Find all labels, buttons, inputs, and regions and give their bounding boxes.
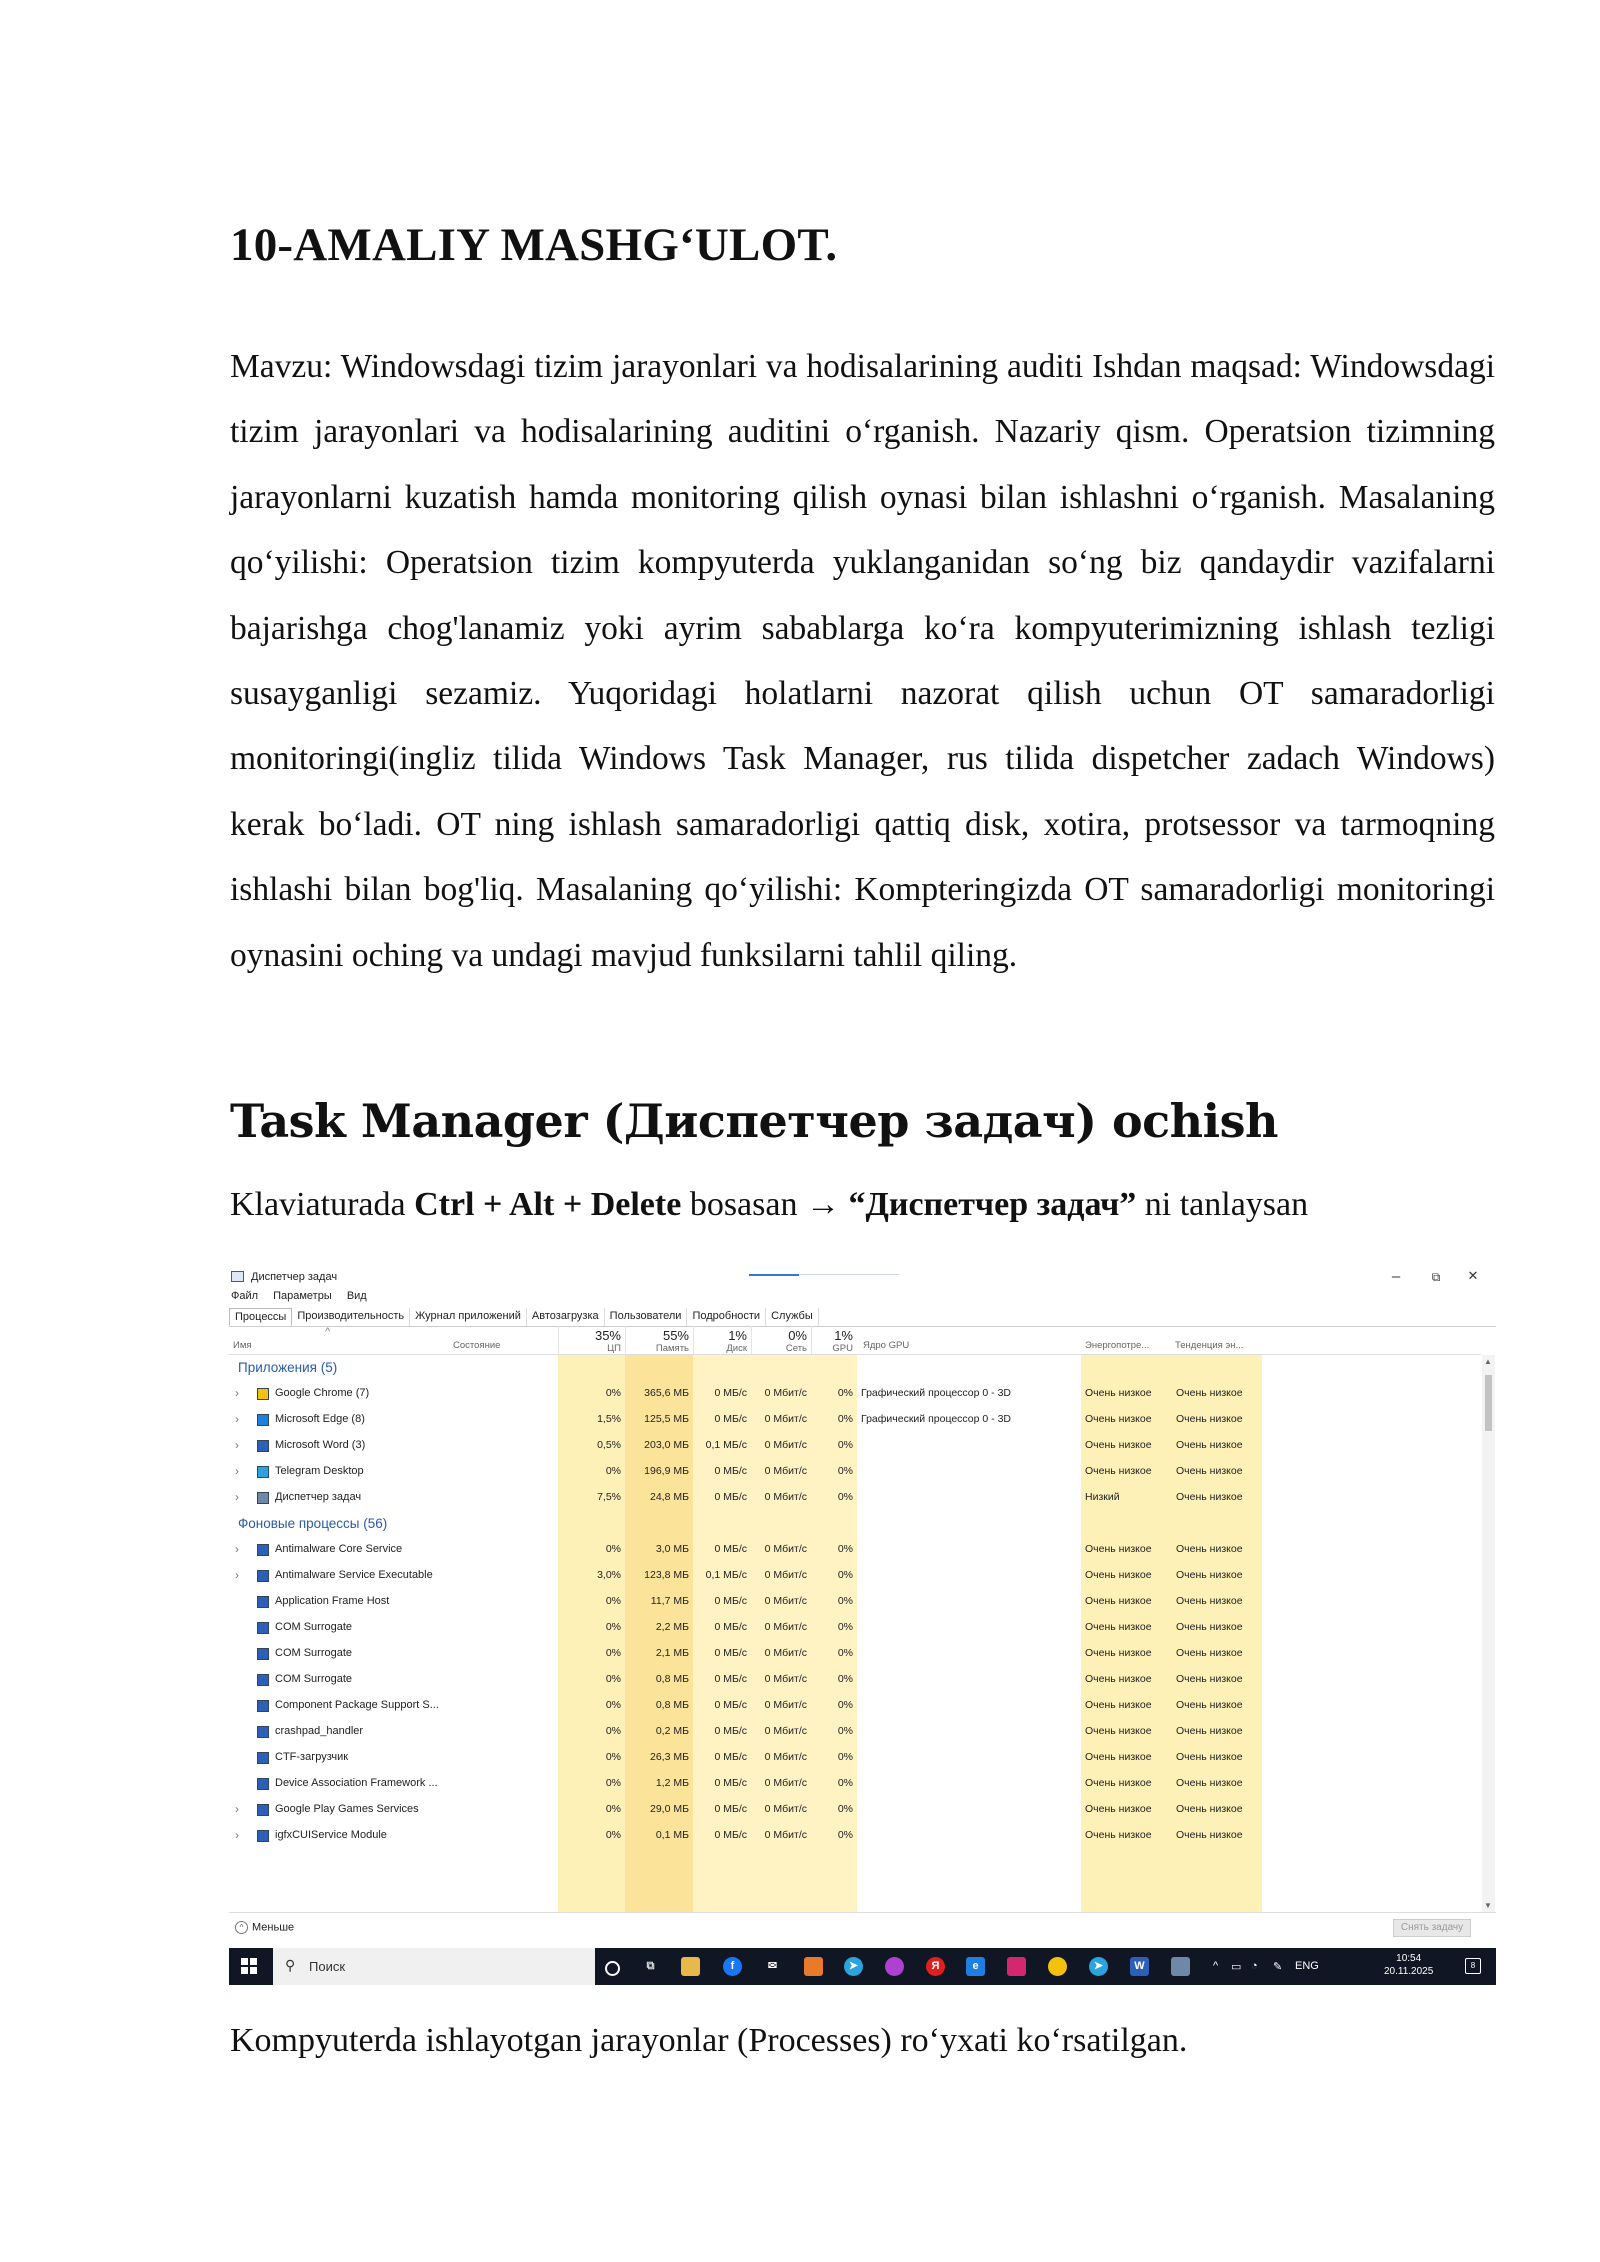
memory-value: 24,8 МБ bbox=[650, 1491, 689, 1503]
vertical-scrollbar[interactable] bbox=[1482, 1355, 1495, 1912]
cpu-value: 1,5% bbox=[597, 1413, 621, 1425]
menu-bar bbox=[231, 1290, 379, 1306]
disk-value: 0 МБ/с bbox=[714, 1491, 747, 1503]
disk-value: 0 МБ/с bbox=[714, 1829, 747, 1841]
process-row[interactable] bbox=[229, 1771, 1481, 1797]
search-placeholder: Поиск bbox=[309, 1959, 346, 1974]
process-row[interactable] bbox=[229, 1641, 1481, 1667]
disk-value: 0 МБ/с bbox=[714, 1543, 747, 1555]
power-usage-value: Очень низкое bbox=[1085, 1699, 1152, 1711]
end-task-button[interactable]: Снять задачу bbox=[1393, 1919, 1471, 1937]
show-hidden-icons[interactable]: ^ bbox=[1213, 1960, 1219, 1972]
memory-value: 2,1 МБ bbox=[655, 1647, 689, 1659]
cpu-value: 0% bbox=[605, 1725, 621, 1737]
cpu-value: 0% bbox=[605, 1803, 621, 1815]
tab-app-history[interactable]: Журнал приложений bbox=[410, 1308, 527, 1326]
network-value: 0 Мбит/с bbox=[764, 1673, 807, 1685]
process-name: Application Frame Host bbox=[275, 1595, 390, 1607]
background-group-header[interactable] bbox=[229, 1511, 1481, 1537]
chrome-icon[interactable] bbox=[1048, 1957, 1067, 1976]
power-usage-value: Очень низкое bbox=[1085, 1569, 1152, 1581]
clock-date: 20.11.2025 bbox=[1384, 1966, 1434, 1977]
tab-services[interactable]: Службы bbox=[766, 1308, 819, 1326]
power-usage-value: Очень низкое bbox=[1085, 1439, 1152, 1451]
gpu-value: 0% bbox=[837, 1621, 853, 1633]
task-manager-icon bbox=[231, 1271, 244, 1282]
memory-value: 3,0 МБ bbox=[655, 1543, 689, 1555]
network-value: 0 Мбит/с bbox=[764, 1387, 807, 1399]
service-icon bbox=[257, 1778, 269, 1790]
service-icon bbox=[257, 1752, 269, 1764]
memory-value: 365,6 МБ bbox=[644, 1387, 689, 1399]
network-value: 0 Мбит/с bbox=[764, 1699, 807, 1711]
chevron-up-icon: ^ bbox=[235, 1921, 248, 1934]
power-usage-value: Очень низкое bbox=[1085, 1387, 1152, 1399]
power-trend-value: Очень низкое bbox=[1176, 1777, 1243, 1789]
disk-value: 0 МБ/с bbox=[714, 1647, 747, 1659]
power-usage-value: Очень низкое bbox=[1085, 1595, 1152, 1607]
menu-file[interactable]: Файл bbox=[231, 1290, 259, 1302]
mail-icon[interactable]: ✉ bbox=[767, 1960, 778, 1972]
power-usage-value: Очень низкое bbox=[1085, 1673, 1152, 1685]
process-name: Telegram Desktop bbox=[275, 1465, 364, 1477]
chevron-right-icon[interactable]: › bbox=[235, 1568, 239, 1582]
scroll-down-icon[interactable]: ▼ bbox=[1484, 1901, 1492, 1910]
power-trend-value: Очень низкое bbox=[1176, 1465, 1243, 1477]
power-trend-value: Очень низкое bbox=[1176, 1647, 1243, 1659]
gpu-value: 0% bbox=[837, 1751, 853, 1763]
memory-value: 26,3 МБ bbox=[650, 1751, 689, 1763]
power-trend-value: Очень низкое bbox=[1176, 1725, 1243, 1737]
service-icon bbox=[257, 1726, 269, 1738]
clock[interactable] bbox=[1384, 1952, 1433, 1978]
gpu-engine-value bbox=[857, 1459, 1039, 1485]
cpu-value: 0% bbox=[605, 1387, 621, 1399]
cpu-value: 0% bbox=[605, 1465, 621, 1477]
process-name: COM Surrogate bbox=[275, 1621, 353, 1633]
cpu-value: 0,5% bbox=[597, 1439, 621, 1451]
cpu-value: 0% bbox=[605, 1829, 621, 1841]
memory-value: 0,8 МБ bbox=[655, 1699, 689, 1711]
cpu-value: 0% bbox=[605, 1595, 621, 1607]
scroll-up-icon[interactable]: ▲ bbox=[1484, 1357, 1492, 1366]
windows-taskbar bbox=[229, 1948, 1496, 1985]
gpu-label: GPU bbox=[832, 1343, 853, 1354]
gpu-value: 0% bbox=[837, 1699, 853, 1711]
gpu-engine-value bbox=[857, 1433, 1039, 1459]
cpu-value: 0% bbox=[605, 1751, 621, 1763]
cpu-value: 0% bbox=[605, 1777, 621, 1789]
service-icon bbox=[257, 1622, 269, 1634]
figure-caption: Kompyuterda ishlayotgan jarayonlar (Processes) ro‘yxati ko‘rsatilgan. bbox=[230, 2022, 1188, 2059]
telegram-desktop-icon[interactable]: ➤ bbox=[1089, 1957, 1108, 1976]
disk-label: Диск bbox=[726, 1343, 747, 1354]
process-name: igfxCUIService Module bbox=[275, 1829, 387, 1841]
task-view-icon[interactable]: ⧉ bbox=[646, 1960, 655, 1972]
power-trend-value: Очень низкое bbox=[1176, 1387, 1243, 1399]
col-memory[interactable] bbox=[625, 1326, 693, 1354]
process-row[interactable] bbox=[229, 1407, 1481, 1433]
memory-value: 0,2 МБ bbox=[655, 1725, 689, 1737]
process-name: Device Association Framework ... bbox=[275, 1777, 438, 1789]
power-usage-value: Очень низкое bbox=[1085, 1777, 1152, 1789]
process-row[interactable] bbox=[229, 1433, 1481, 1459]
disk-value: 0 МБ/с bbox=[714, 1777, 747, 1789]
power-trend-value: Очень низкое bbox=[1176, 1699, 1243, 1711]
battery-icon[interactable]: ▭ bbox=[1231, 1961, 1242, 1973]
process-row[interactable] bbox=[229, 1381, 1481, 1407]
cpu-value: 7,5% bbox=[597, 1491, 621, 1503]
process-row[interactable] bbox=[229, 1563, 1481, 1589]
process-name: Antimalware Service Executable bbox=[275, 1569, 433, 1581]
network-value: 0 Мбит/с bbox=[764, 1621, 807, 1633]
gpu-value: 0% bbox=[837, 1491, 853, 1503]
memory-value: 0,8 МБ bbox=[655, 1673, 689, 1685]
process-row[interactable] bbox=[229, 1719, 1481, 1745]
search-icon: ⚲ bbox=[285, 1957, 296, 1973]
col-status[interactable]: Состояние bbox=[453, 1340, 501, 1351]
process-name: COM Surrogate bbox=[275, 1647, 353, 1659]
window-title-bar bbox=[229, 1262, 1496, 1288]
windows-start-icon[interactable] bbox=[241, 1958, 258, 1975]
pen-icon[interactable]: ✎ bbox=[1273, 1961, 1283, 1973]
wifi-icon[interactable]: ◔ bbox=[1251, 1960, 1258, 1972]
gpu-value: 0% bbox=[837, 1413, 853, 1425]
gpu-value: 0% bbox=[837, 1387, 853, 1399]
process-row[interactable] bbox=[229, 1667, 1481, 1693]
chevron-right-icon[interactable]: › bbox=[235, 1464, 239, 1478]
maps-icon[interactable] bbox=[885, 1957, 904, 1976]
memory-value: 1,2 МБ bbox=[655, 1777, 689, 1789]
telegram-icon bbox=[257, 1466, 269, 1478]
col-network[interactable] bbox=[751, 1326, 811, 1354]
edge-icon bbox=[257, 1414, 269, 1426]
gpu-engine-value: Графический процессор 0 - 3D bbox=[861, 1413, 1011, 1425]
task-manager-icon bbox=[257, 1492, 269, 1504]
gpu-value: 0% bbox=[837, 1595, 853, 1607]
menu-options[interactable]: Параметры bbox=[273, 1290, 332, 1302]
process-name: Microsoft Edge (8) bbox=[275, 1413, 365, 1425]
tab-processes[interactable]: Процессы bbox=[229, 1308, 292, 1326]
column-header bbox=[229, 1326, 1481, 1355]
memory-value: 0,1 МБ bbox=[655, 1829, 689, 1841]
process-name: Google Play Games Services bbox=[275, 1803, 419, 1815]
network-value: 0 Мбит/с bbox=[764, 1439, 807, 1451]
process-name: Component Package Support S... bbox=[275, 1699, 439, 1711]
power-usage-value: Очень низкое bbox=[1085, 1751, 1152, 1763]
col-power[interactable]: Энергопотре... bbox=[1085, 1340, 1150, 1351]
power-usage-value: Очень низкое bbox=[1085, 1413, 1152, 1425]
network-value: 0 Мбит/с bbox=[764, 1595, 807, 1607]
process-row[interactable] bbox=[229, 1615, 1481, 1641]
service-icon bbox=[257, 1830, 269, 1842]
power-trend-value: Очень низкое bbox=[1176, 1491, 1243, 1503]
process-row[interactable] bbox=[229, 1745, 1481, 1771]
power-trend-value: Очень низкое bbox=[1176, 1439, 1243, 1451]
disk-value: 0 МБ/с bbox=[714, 1751, 747, 1763]
taskbar-search-box[interactable] bbox=[273, 1948, 595, 1985]
process-name: Antimalware Core Service bbox=[275, 1543, 403, 1555]
memory-value: 11,7 МБ bbox=[650, 1595, 689, 1607]
service-icon bbox=[257, 1544, 269, 1556]
word-icon bbox=[257, 1440, 269, 1452]
power-trend-value: Очень низкое bbox=[1176, 1803, 1243, 1815]
chevron-right-icon[interactable]: › bbox=[235, 1802, 239, 1816]
tab-performance[interactable]: Производительность bbox=[292, 1308, 410, 1326]
cpu-value: 0% bbox=[605, 1647, 621, 1659]
memory-value: 123,8 МБ bbox=[644, 1569, 689, 1581]
cpu-label: ЦП bbox=[607, 1343, 621, 1354]
power-trend-value: Очень низкое bbox=[1176, 1595, 1243, 1607]
process-row[interactable] bbox=[229, 1797, 1481, 1823]
disk-value: 0 МБ/с bbox=[714, 1699, 747, 1711]
gpu-value: 0% bbox=[837, 1725, 853, 1737]
disk-value: 0 МБ/с bbox=[714, 1621, 747, 1633]
process-name: Google Chrome (7) bbox=[275, 1387, 370, 1399]
cpu-value: 0% bbox=[605, 1543, 621, 1555]
memory-value: 203,0 МБ bbox=[644, 1439, 689, 1451]
process-name: CTF-загрузчик bbox=[275, 1751, 349, 1763]
col-gpu-engine[interactable]: Ядро GPU bbox=[863, 1340, 910, 1351]
instruction-target: “Диспетчер задач” bbox=[848, 1186, 1137, 1223]
network-total: 0% bbox=[788, 1328, 807, 1343]
col-power-trend[interactable]: Тенденция эн... bbox=[1175, 1340, 1244, 1351]
gpu-value: 0% bbox=[837, 1569, 853, 1581]
chevron-right-icon[interactable]: › bbox=[235, 1490, 239, 1504]
gpu-value: 0% bbox=[837, 1543, 853, 1555]
gpu-value: 0% bbox=[837, 1777, 853, 1789]
gpu-value: 0% bbox=[837, 1465, 853, 1477]
power-trend-value: Очень низкое bbox=[1176, 1621, 1243, 1633]
edge-icon[interactable]: e bbox=[966, 1957, 985, 1976]
instruction-suffix: ni tanlaysan bbox=[1136, 1186, 1309, 1223]
gpu-engine-value bbox=[857, 1485, 1039, 1511]
network-value: 0 Мбит/с bbox=[764, 1647, 807, 1659]
power-trend-value: Очень низкое bbox=[1176, 1543, 1243, 1555]
apps-group-header[interactable] bbox=[229, 1355, 1481, 1381]
store-icon[interactable] bbox=[804, 1957, 823, 1976]
plus-sign: + bbox=[554, 1186, 591, 1223]
chevron-right-icon[interactable]: › bbox=[235, 1438, 239, 1452]
footer-bar bbox=[229, 1912, 1496, 1941]
power-trend-value: Очень низкое bbox=[1176, 1829, 1243, 1841]
page-title: 10-AMALIY MASHG‘ULOT. bbox=[230, 219, 838, 271]
tab-users[interactable]: Пользователи bbox=[605, 1308, 688, 1326]
loading-bar bbox=[749, 1274, 799, 1276]
disk-value: 0,1 МБ/с bbox=[705, 1569, 747, 1581]
network-value: 0 Мбит/с bbox=[764, 1751, 807, 1763]
service-icon bbox=[257, 1648, 269, 1660]
network-value: 0 Мбит/с bbox=[764, 1777, 807, 1789]
disk-value: 0,1 МБ/с bbox=[705, 1439, 747, 1451]
gpu-value: 0% bbox=[837, 1829, 853, 1841]
notification-icon[interactable]: 8 bbox=[1465, 1958, 1481, 1974]
key-ctrl: Ctrl bbox=[414, 1186, 475, 1223]
service-icon bbox=[257, 1700, 269, 1712]
gpu-value: 0% bbox=[837, 1803, 853, 1815]
gpu-value: 0% bbox=[837, 1439, 853, 1451]
network-value: 0 Мбит/с bbox=[764, 1465, 807, 1477]
network-value: 0 Мбит/с bbox=[764, 1829, 807, 1841]
process-row[interactable] bbox=[229, 1693, 1481, 1719]
process-name: Microsoft Word (3) bbox=[275, 1439, 366, 1451]
process-row[interactable] bbox=[229, 1537, 1481, 1563]
cpu-value: 3,0% bbox=[597, 1569, 621, 1581]
power-usage-value: Очень низкое bbox=[1085, 1725, 1152, 1737]
network-value: 0 Мбит/с bbox=[764, 1725, 807, 1737]
apps-group-label: Приложения (5) bbox=[238, 1360, 338, 1375]
power-trend-value: Очень низкое bbox=[1176, 1569, 1243, 1581]
network-label: Сеть bbox=[785, 1343, 807, 1354]
col-gpu[interactable] bbox=[811, 1326, 857, 1354]
gpu-engine-value: Графический процессор 0 - 3D bbox=[861, 1387, 1011, 1399]
disk-value: 0 МБ/с bbox=[714, 1595, 747, 1607]
memory-total: 55% bbox=[662, 1328, 689, 1343]
tab-strip bbox=[229, 1308, 1496, 1327]
cortana-icon[interactable] bbox=[605, 1961, 620, 1976]
power-usage-value: Очень низкое bbox=[1085, 1647, 1152, 1659]
gpu-value: 0% bbox=[837, 1673, 853, 1685]
process-name: crashpad_handler bbox=[275, 1725, 364, 1737]
network-value: 0 Мбит/с bbox=[764, 1413, 807, 1425]
gpu-value: 0% bbox=[837, 1647, 853, 1659]
cpu-value: 0% bbox=[605, 1673, 621, 1685]
disk-value: 0 МБ/с bbox=[714, 1673, 747, 1685]
power-usage-value: Низкий bbox=[1085, 1491, 1120, 1503]
file-explorer-icon[interactable] bbox=[681, 1957, 700, 1976]
intro-paragraph: Mavzu: Windowsdagi tizim jarayonlari va hodisalarining auditi Ishdan maqsad: Windowsdagi tizim jarayonlari va hodisalarining auditini o‘rganish. Nazariy qism. Operatsion tizimning jarayonlarni kuzatish hamda monitoring qilish oynasi bilan ishlashni o‘rganish. Masalaning qo‘yilishi: Operatsion tizim kompyuterda yuklanganidan so‘ng biz qandaydir vazifalarni bajarishga chog'lanamiz yoki ayrim sabablarga ko‘ra kompyuterimizning ishlash tezligi susayganligi sezamiz. Yuqoridagi holatlarni nazorat qilish uchun OT samaradorligi monitoringi(ingliz tilida Windows Task Manager, rus tilida dispetcher zadach Windows) kerak bo‘ladi. OT ning ishlash samaradorligi qattiq disk, xotira, protsessor va tarmoqning ishlashi bilan bog'liq. Masalaning qo‘yilishi: Kompteringizda OT samaradorligi monitoringi oynasini oching va undagi mavjud funksilarni tahlil qiling. bbox=[230, 348, 1495, 974]
disk-value: 0 МБ/с bbox=[714, 1725, 747, 1737]
cpu-value: 0% bbox=[605, 1699, 621, 1711]
chevron-right-icon[interactable]: › bbox=[235, 1828, 239, 1842]
facebook-icon[interactable]: f bbox=[723, 1957, 742, 1976]
word-icon[interactable]: W bbox=[1130, 1957, 1149, 1976]
telegram-icon[interactable]: ➤ bbox=[844, 1957, 863, 1976]
key-delete: Delete bbox=[590, 1186, 682, 1223]
power-trend-value: Очень низкое bbox=[1176, 1751, 1243, 1763]
memory-label: Память bbox=[655, 1343, 689, 1354]
tab-startup[interactable]: Автозагрузка bbox=[527, 1308, 605, 1326]
memory-value: 125,5 МБ bbox=[644, 1413, 689, 1425]
chrome-icon bbox=[257, 1388, 269, 1400]
loading-track bbox=[799, 1274, 899, 1275]
col-name[interactable]: Имя bbox=[233, 1340, 252, 1351]
plus-sign: + bbox=[474, 1186, 509, 1223]
process-row[interactable] bbox=[229, 1823, 1481, 1849]
disk-total: 1% bbox=[728, 1328, 747, 1343]
service-icon bbox=[257, 1570, 269, 1582]
clock-time: 10:54 bbox=[1396, 1953, 1422, 1964]
memory-value: 196,9 МБ bbox=[644, 1465, 689, 1477]
power-usage-value: Очень низкое bbox=[1085, 1465, 1152, 1477]
restore-button[interactable]: ⧉ bbox=[1431, 1270, 1441, 1284]
power-trend-value: Очень низкое bbox=[1176, 1413, 1243, 1425]
instruction-middle: bosasan → bbox=[681, 1186, 849, 1223]
minimize-button[interactable]: – bbox=[1391, 1268, 1401, 1285]
process-name: Диспетчер задач bbox=[275, 1491, 362, 1503]
scroll-thumb[interactable] bbox=[1485, 1375, 1492, 1431]
gpu-total: 1% bbox=[834, 1328, 853, 1343]
task-manager-taskbar-icon[interactable] bbox=[1171, 1957, 1190, 1976]
process-list bbox=[229, 1355, 1481, 1912]
chevron-right-icon[interactable]: › bbox=[235, 1386, 239, 1400]
section-heading: Task Manager (Диспетчер задач) ochish bbox=[230, 1094, 1278, 1148]
chevron-right-icon[interactable]: › bbox=[235, 1542, 239, 1556]
fewer-details-button[interactable] bbox=[235, 1921, 294, 1934]
background-group-label: Фоновые процессы (56) bbox=[238, 1516, 388, 1531]
memory-value: 2,2 МБ bbox=[655, 1621, 689, 1633]
instagram-icon[interactable] bbox=[1007, 1957, 1026, 1976]
network-value: 0 Мбит/с bbox=[764, 1543, 807, 1555]
cpu-value: 0% bbox=[605, 1621, 621, 1633]
power-usage-value: Очень низкое bbox=[1085, 1543, 1152, 1555]
memory-value: 29,0 МБ bbox=[650, 1803, 689, 1815]
process-row[interactable] bbox=[229, 1459, 1481, 1485]
process-row[interactable] bbox=[229, 1589, 1481, 1615]
window-title: Диспетчер задач bbox=[251, 1271, 338, 1283]
power-usage-value: Очень низкое bbox=[1085, 1829, 1152, 1841]
disk-value: 0 МБ/с bbox=[714, 1465, 747, 1477]
language-indicator[interactable]: ENG bbox=[1295, 1960, 1319, 1972]
sort-caret-icon: ^ bbox=[325, 1326, 331, 1338]
key-alt: Alt bbox=[509, 1186, 555, 1223]
process-name: COM Surrogate bbox=[275, 1673, 353, 1685]
instruction-prefix: Klaviaturada bbox=[230, 1186, 415, 1223]
menu-view[interactable]: Вид bbox=[346, 1290, 367, 1302]
task-manager-screenshot bbox=[229, 1262, 1496, 1985]
service-icon bbox=[257, 1674, 269, 1686]
chevron-right-icon[interactable]: › bbox=[235, 1412, 239, 1426]
col-cpu[interactable] bbox=[558, 1326, 625, 1354]
power-usage-value: Очень низкое bbox=[1085, 1621, 1152, 1633]
instruction-line bbox=[230, 1186, 1308, 1224]
service-icon bbox=[257, 1804, 269, 1816]
disk-value: 0 МБ/с bbox=[714, 1803, 747, 1815]
network-value: 0 Мбит/с bbox=[764, 1491, 807, 1503]
close-button[interactable]: ✕ bbox=[1467, 1268, 1479, 1283]
service-icon bbox=[257, 1596, 269, 1608]
power-usage-value: Очень низкое bbox=[1085, 1803, 1152, 1815]
power-trend-value: Очень низкое bbox=[1176, 1673, 1243, 1685]
tab-details[interactable]: Подробности bbox=[687, 1308, 766, 1326]
disk-value: 0 МБ/с bbox=[714, 1413, 747, 1425]
process-row[interactable] bbox=[229, 1485, 1481, 1511]
cpu-total: 35% bbox=[594, 1328, 621, 1343]
network-value: 0 Мбит/с bbox=[764, 1803, 807, 1815]
fewer-details-label: Меньше bbox=[252, 1921, 295, 1934]
disk-value: 0 МБ/с bbox=[714, 1387, 747, 1399]
col-disk[interactable] bbox=[693, 1326, 751, 1354]
network-value: 0 Мбит/с bbox=[764, 1569, 807, 1581]
yandex-icon[interactable]: Я bbox=[926, 1957, 945, 1976]
